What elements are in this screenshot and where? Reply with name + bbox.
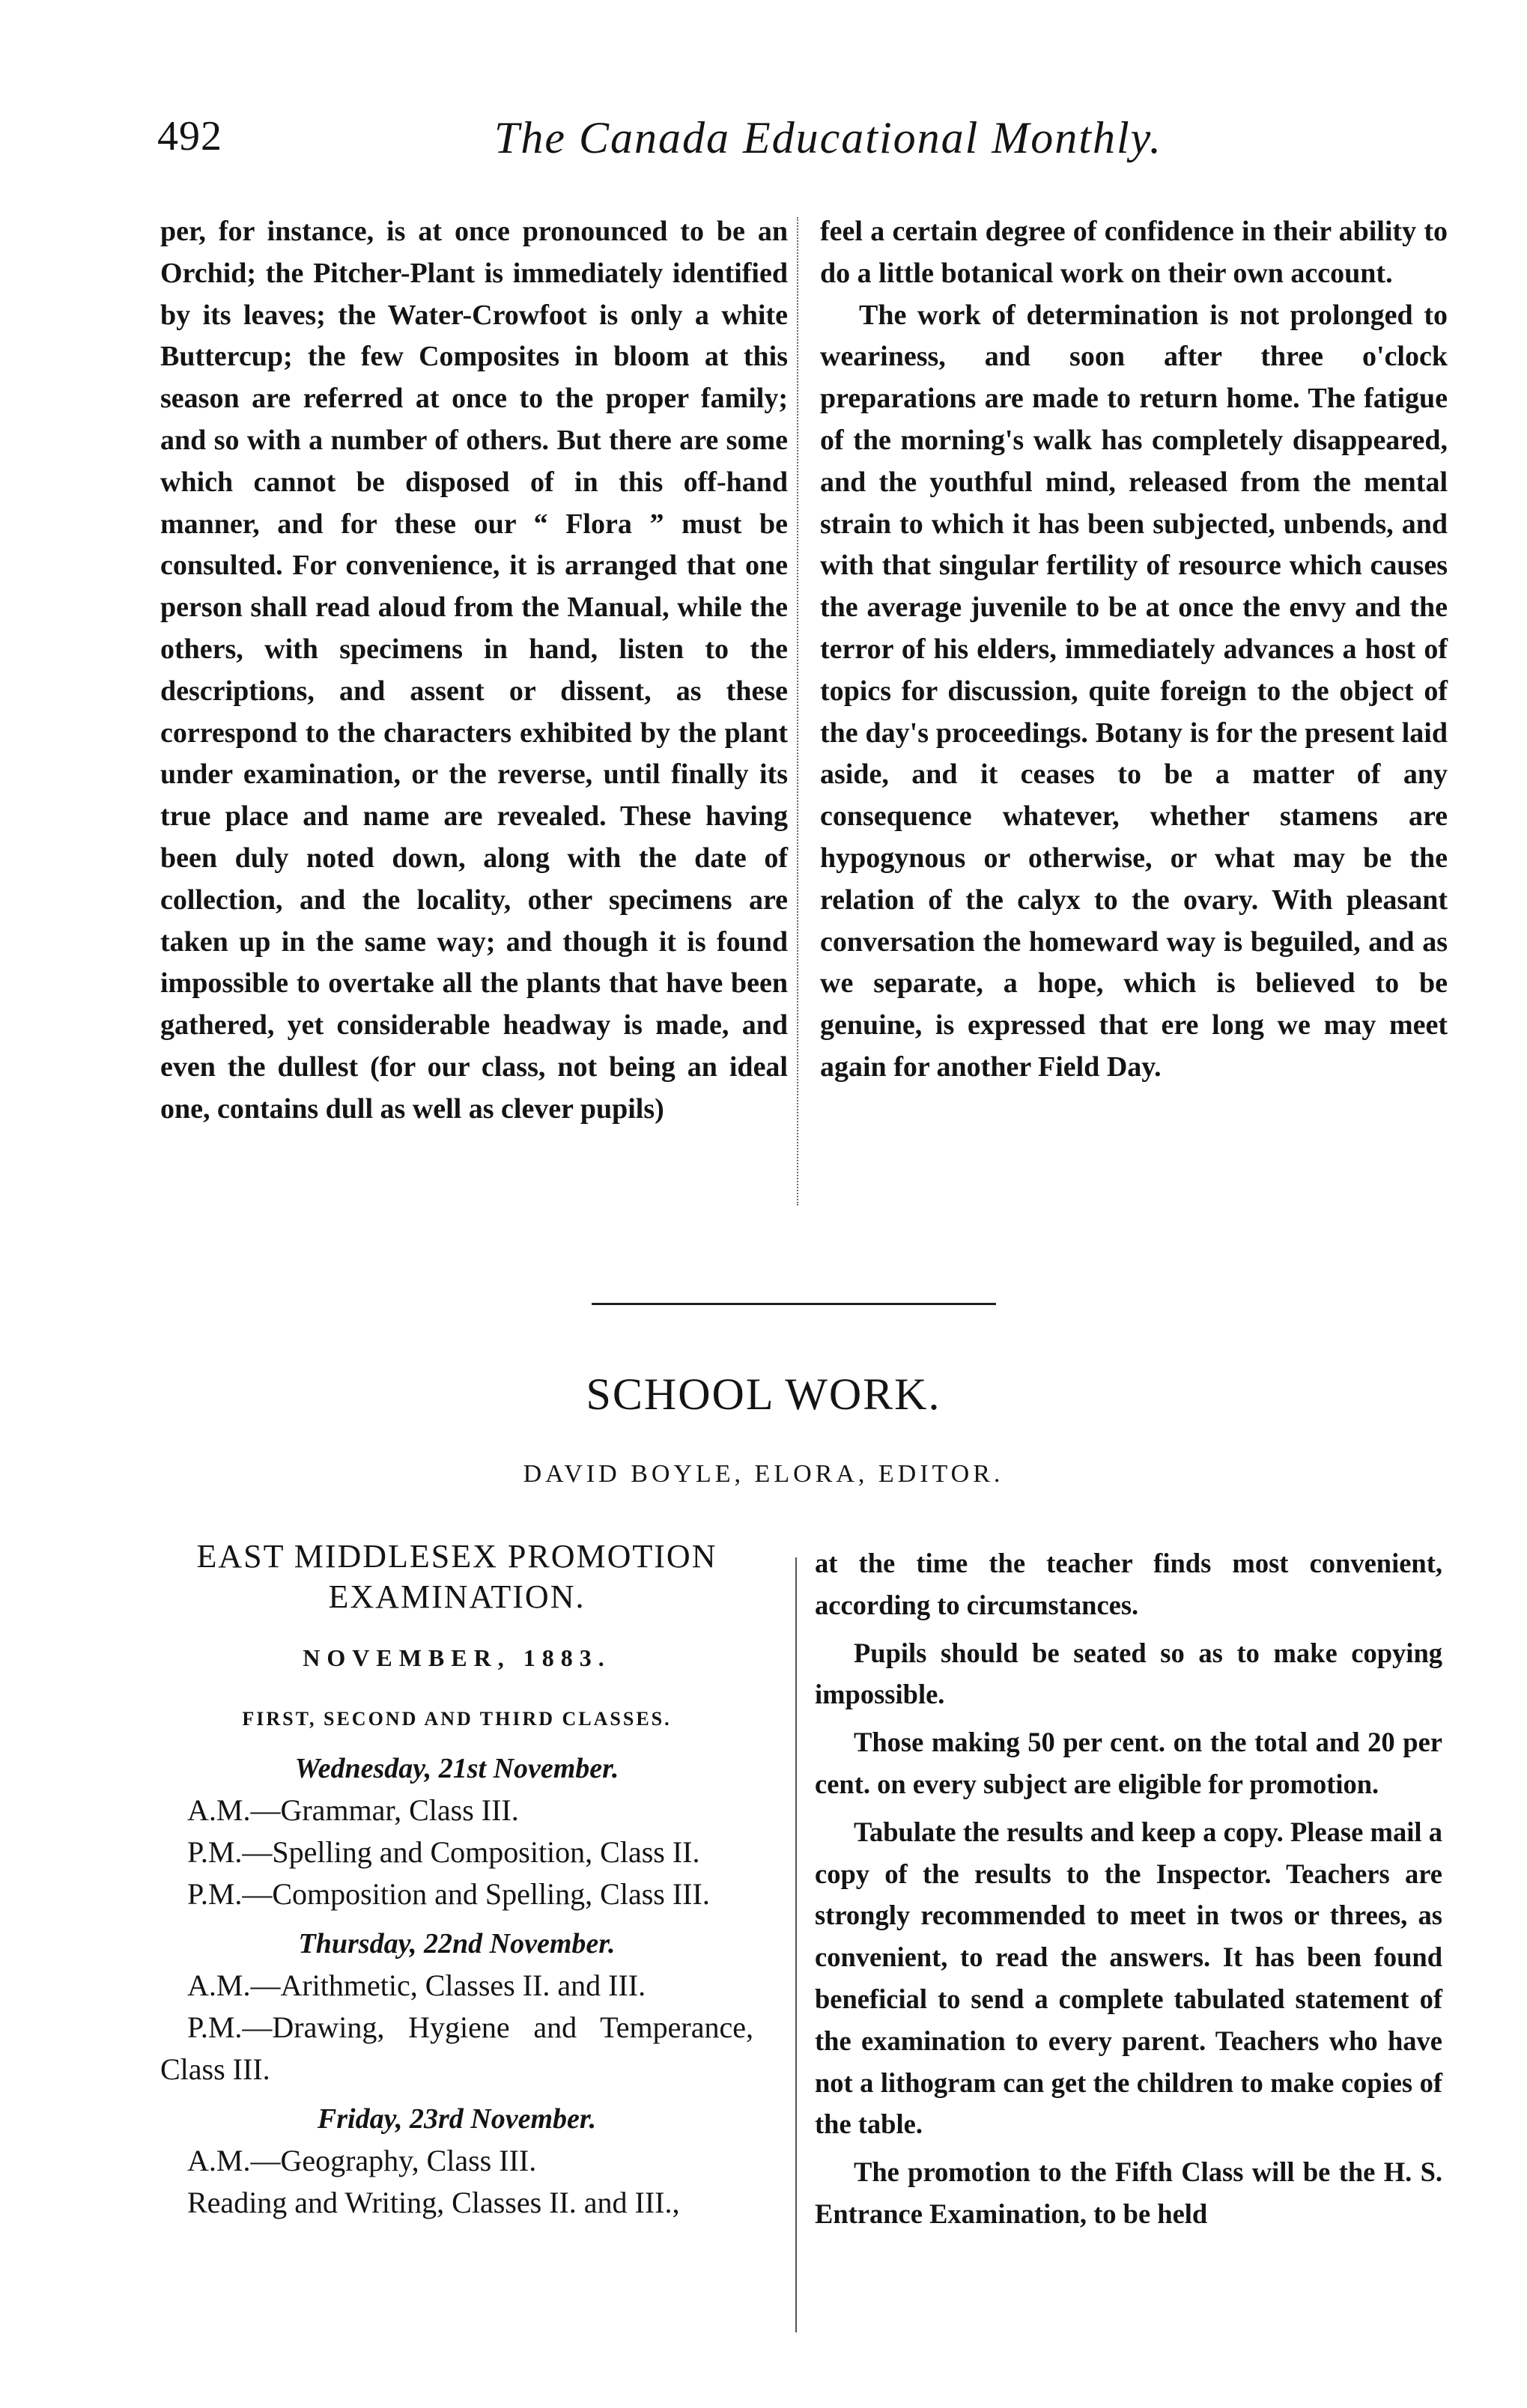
schedule-item: A.M.—Arithmetic, Classes II. and III.	[187, 1968, 646, 2002]
schedule-item: P.M.—Spelling and Composition, Class II.	[187, 1835, 700, 1869]
day-heading-friday: Friday, 23rd November.	[317, 2103, 597, 2135]
top-left-column	[160, 211, 788, 1131]
journal-title: The Canada Educational Monthly.	[494, 113, 1162, 162]
exam-instructions-column	[815, 1542, 1442, 2235]
botany-paragraph-final: The work of determination is not prolonged to weariness, and soon after three o'clock preparations are made to return home. The fatigue of the morning's walk has completely disappeared, and the youthful mind, released from the mental strain to which it has been subjected, unbends, and with that singular fertility of resource which causes the average juvenile to be at once the envy and the terror of his elders, immediately advances a host of topics for discussion, quite foreign to the object of the day's proceedings. Botany is for the present laid aside, and it ceases to be a matter of any consequence whatever, whether stamens are hypogynous or otherwise, or what may be the relation of the calyx to the ovary. With pleasant conversation the homeward way is beguiled, and as we separate, a hope, which is believed to be genuine, is expressed that ere long we may meet again for another Field Day.	[820, 299, 1448, 1083]
section-title: SCHOOL WORK.	[586, 1369, 941, 1419]
botany-paragraph-continued: per, for instance, is at once pronounced to be an Orchid; the Pitcher-Plant is immediately identified by its leaves; the Water-Crowfoot is only a white Buttercup; the few Composites in bloom at this season are referred at once to the proper family; and so with a number of others. But there are some which cannot be disposed of in this off-hand manner, and for these our “ Flora ” must be consulted. For convenience, it is arranged that one person shall read aloud from the Manual, while the others, with specimens in hand, listen to the descriptions, and assent or dissent, as these correspond to the characters exhibited by the plant under examination, or the reverse, until finally its true place and name are revealed. These having been duly noted down, along with the date of collection, and the locality, other specimens are taken up in the same way; and though it is found impossible to overtake all the plants that have been gathered, yet considerable headway is made, and even the dullest (for our class, not being an ideal one, contains dull as well as clever pupils)	[160, 216, 788, 1125]
exam-date: NOVEMBER, 1883.	[303, 1644, 611, 1671]
instruction-paragraph: Those making 50 per cent. on the total and 20 per cent. on every subject are eligible for promotion.	[815, 1727, 1442, 1799]
schedule-item: P.M.—Composition and Spelling, Class III.	[187, 1877, 710, 1911]
exam-title-line-1: EAST MIDDLESEX PROMOTION	[196, 1538, 717, 1575]
instruction-paragraph: Tabulate the results and keep a copy. Please mail a copy of the results to the Inspector. Teachers are strongly recommended to meet in twos or threes, as convenient, to read the answers. It has been found beneficial to send a complete tabulated statement of the examination to every parent. Teachers who have not a lithogram can get the children to make copies of the table.	[815, 1816, 1442, 2140]
exam-title-line-2: EXAMINATION.	[328, 1578, 586, 1615]
section-separator-rule	[592, 1303, 996, 1305]
column-divider-top	[797, 217, 798, 1205]
column-divider-bottom	[795, 1557, 797, 2332]
schedule-item: A.M.—Grammar, Class III.	[187, 1793, 519, 1827]
schedule-item: Reading and Writing, Classes II. and III.,	[187, 2186, 680, 2219]
schedule-item: A.M.—Geography, Class III.	[187, 2144, 537, 2177]
day-heading-wednesday: Wednesday, 21st November.	[294, 1753, 619, 1784]
section-editor: DAVID BOYLE, ELORA, EDITOR.	[523, 1460, 1004, 1488]
top-right-column	[820, 211, 1448, 1089]
page-number: 492	[157, 113, 222, 159]
exam-column	[160, 1536, 753, 2224]
schedule-item: P.M.—Drawing, Hygiene and Temperance, Class III.	[160, 2010, 753, 2086]
botany-paragraph-end: feel a certain degree of confidence in their ability to do a little botanical work on their own account.	[820, 216, 1448, 289]
exam-classes: FIRST, SECOND AND THIRD CLASSES.	[242, 1708, 672, 1730]
instruction-paragraph: The promotion to the Fifth Class will be the H. S. Entrance Examination, to be held	[815, 2156, 1442, 2229]
instruction-paragraph: Pupils should be seated so as to make copying impossible.	[815, 1637, 1442, 1710]
instruction-paragraph: at the time the teacher finds most convenient, according to circumstances.	[815, 1548, 1442, 1620]
day-heading-thursday: Thursday, 22nd November.	[298, 1928, 616, 1959]
running-header	[157, 112, 1445, 172]
